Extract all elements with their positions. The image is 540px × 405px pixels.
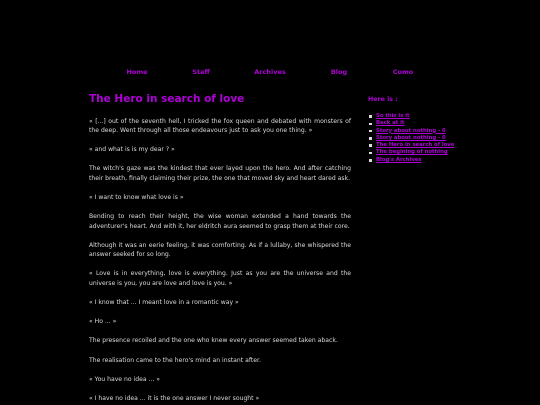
sidebar-link-back-at-it[interactable]: Back at it xyxy=(376,120,405,127)
nav-como-link[interactable]: Como xyxy=(392,68,414,76)
sidebar-list-item xyxy=(376,128,468,135)
sidebar xyxy=(368,96,468,164)
sidebar-list-item xyxy=(376,120,468,127)
post-paragraph: « [...] out of the seventh hell, I tricked the fox queen and debated with monsters of the deep. Went through all those endeavours just to ask you one thing. » xyxy=(89,117,351,134)
post-paragraph: « and what is is my dear ? » xyxy=(89,146,175,154)
nav-blog-link[interactable]: Blog xyxy=(330,68,348,76)
sidebar-link-story-about-nothing-2[interactable]: Story about nothing - 0 xyxy=(376,134,446,141)
nav-staff-link[interactable]: Staff xyxy=(192,68,210,76)
sidebar-link-story-about-nothing[interactable]: Story about nothing - 0 xyxy=(376,127,446,134)
nav-archives-link[interactable]: Archives xyxy=(254,68,286,76)
sidebar-list-item xyxy=(376,142,468,149)
main-nav xyxy=(0,68,540,78)
square-bullet-icon xyxy=(369,137,372,140)
square-bullet-icon xyxy=(369,159,372,162)
sidebar-title: Here is : xyxy=(368,96,398,103)
post-paragraph: « I want to know what love is » xyxy=(89,194,184,202)
post-paragraph: « Love is in everything, love is everything. Just as you are the universe and the universe is you, you are love and love is you. » xyxy=(89,270,351,287)
post-title: The Hero in search of love xyxy=(89,93,245,105)
sidebar-link-so-this-is-it[interactable]: So this is it xyxy=(376,113,410,119)
post-paragraph: Although it was an eerie feeling, it was comforting. As if a lullaby, she whispered the answer seeked for so long. xyxy=(89,241,351,259)
sidebar-list-item xyxy=(376,135,468,142)
sidebar-link-blog-archives[interactable]: Blog's Archives xyxy=(376,156,422,163)
post-paragraph: « I know that ... I meant love in a romantic way » xyxy=(89,299,239,307)
square-bullet-icon xyxy=(369,130,372,133)
square-bullet-icon xyxy=(369,115,372,118)
post-paragraph: The presence recoiled and the one who knew every answer seemed taken aback. xyxy=(89,337,338,345)
post-paragraph: « Ho ... » xyxy=(89,318,117,326)
sidebar-link-begining-of-nothing[interactable]: The begining of nothing xyxy=(376,149,448,156)
sidebar-list-item xyxy=(376,157,468,164)
sidebar-list-item xyxy=(376,149,468,156)
post-paragraph: The witch's gaze was the kindest that ever layed upon the hero. And after catching their breath, finally claiming their prize, the one that moved sky and heart dared ask. xyxy=(89,165,351,182)
post-paragraph: The realisation came to the hero's mind an instant after. xyxy=(89,356,261,364)
post-paragraph: Bending to reach their height, the wise woman extended a hand towards the adventurer's heart. And with it, her eldritch aura seemed to grasp them at their core. xyxy=(89,213,351,230)
post-paragraph: « You have no idea ... » xyxy=(89,375,160,383)
square-bullet-icon xyxy=(369,152,372,155)
sidebar-list-item xyxy=(376,113,468,120)
post-content xyxy=(89,93,351,405)
sidebar-link-hero-in-search-of-love[interactable]: The Hero in search of love xyxy=(376,142,455,149)
square-bullet-icon xyxy=(369,123,372,126)
sidebar-link-list xyxy=(368,113,468,164)
nav-home-link[interactable]: Home xyxy=(126,68,148,76)
post-paragraph: « I have no idea ... it is the one answer I never sought » xyxy=(89,395,260,403)
square-bullet-icon xyxy=(369,144,372,147)
